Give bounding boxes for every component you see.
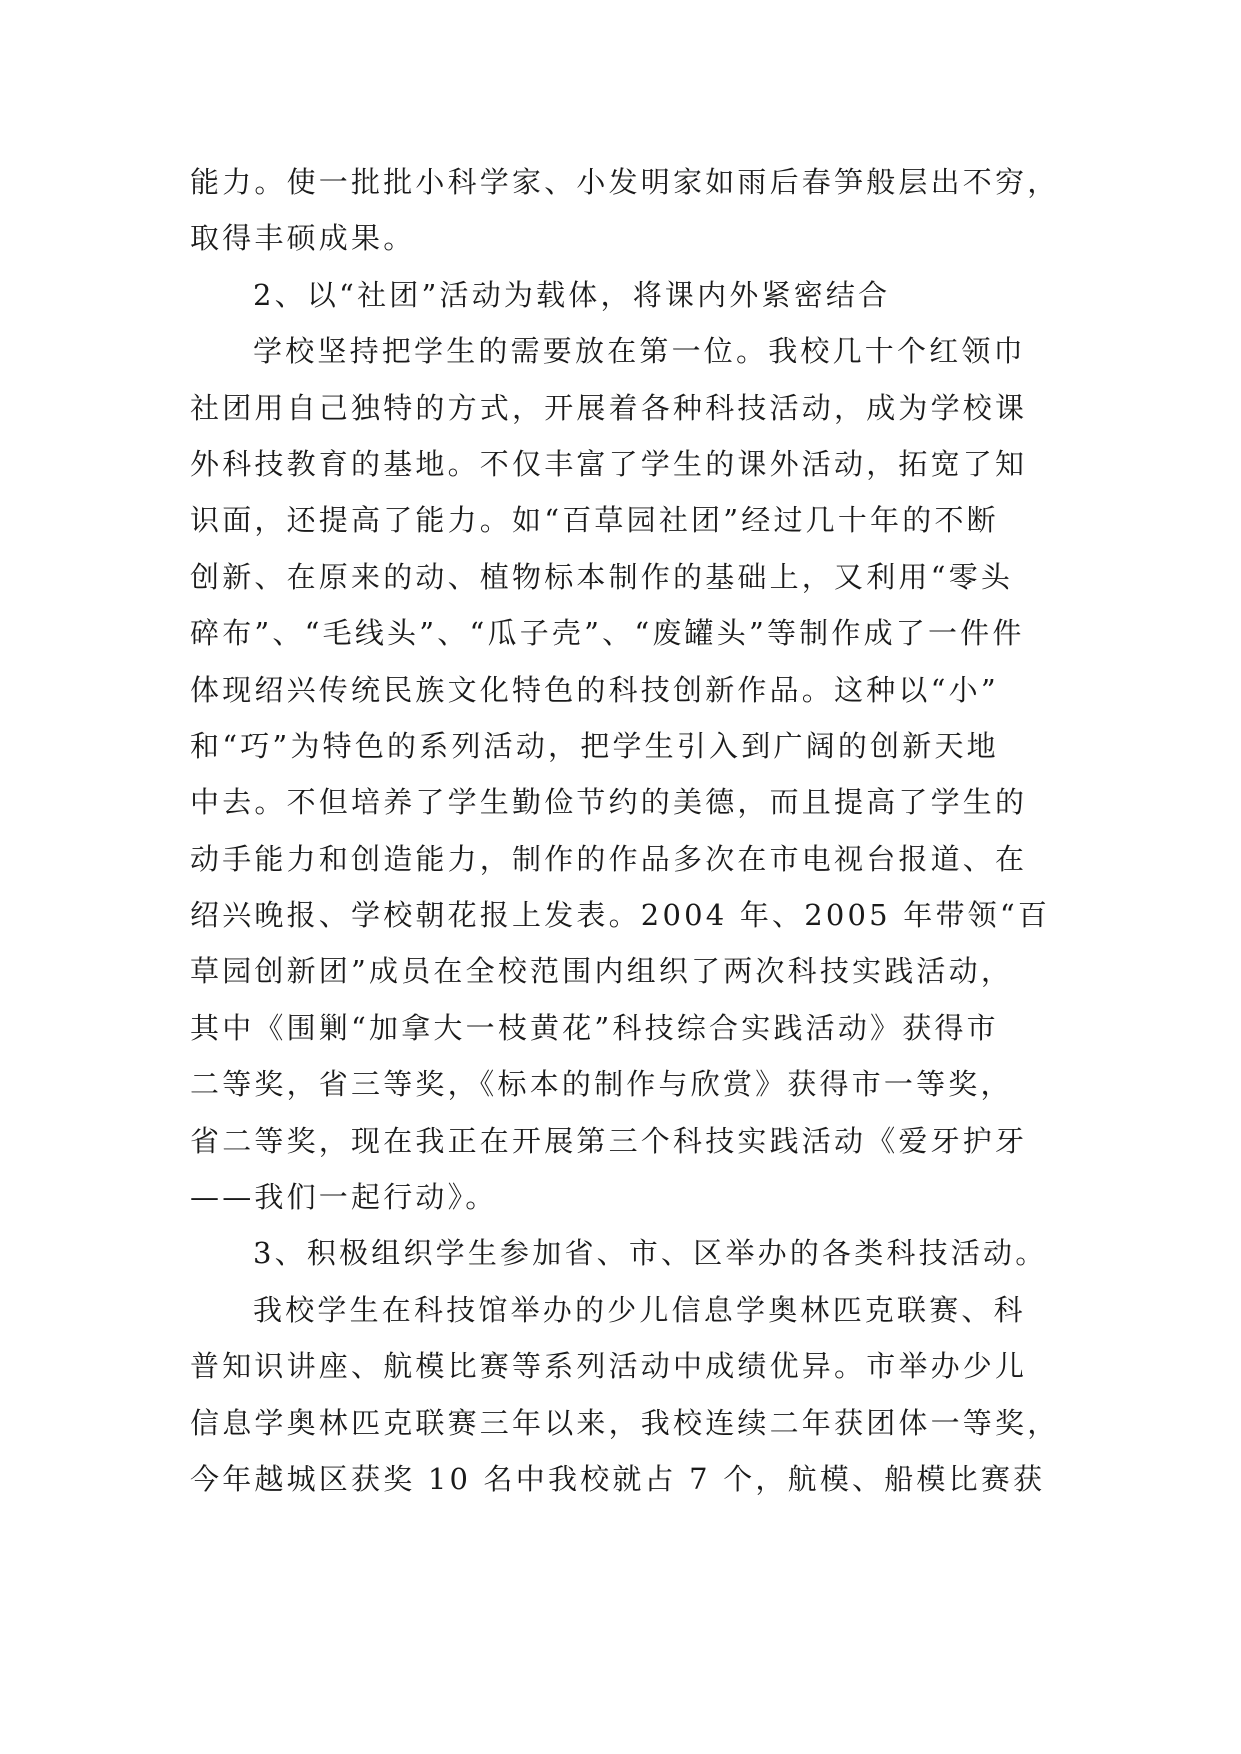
text-line: 中去。不但培养了学生勤俭节约的美德，而且提高了学生的 (190, 785, 1028, 820)
text-line: 社团用自己独特的方式，开展着各种科技活动，成为学校课 (190, 390, 1028, 425)
text-line: 3、积极组织学生参加省、市、区举办的各类科技活动。 (253, 1236, 1048, 1271)
text-line: 碎布”、“毛线头”、“瓜子壳”、“废罐头”等制作成了一件件 (190, 616, 1025, 651)
text-line: 今年越城区获奖 10 名中我校就占 7 个，航模、船模比赛获 (190, 1461, 1046, 1496)
text-line: 2、以“社团”活动为载体，将课内外紧密结合 (253, 277, 891, 312)
text-line: 草园创新团”成员在全校范围内组织了两次科技实践活动， (190, 954, 1014, 989)
text-line: ——我们一起行动》。 (190, 1180, 498, 1215)
text-line: 其中《围剿“加拿大一枝黄花”科技综合实践活动》获得市 (190, 1010, 999, 1045)
text-line: 取得丰硕成果。 (190, 221, 416, 256)
text-line: 能力。使一批批小科学家、小发明家如雨后春笋般层出不穷， (190, 165, 1060, 199)
text-line: 二等奖，省三等奖，《标本的制作与欣赏》获得市一等奖， (190, 1067, 1013, 1102)
text-line: 普知识讲座、航模比赛等系列活动中成绩优异。市举办少儿 (190, 1349, 1028, 1384)
text-line: 动手能力和创造能力，制作的作品多次在市电视台报道、在 (190, 841, 1028, 876)
text-line: 外科技教育的基地。不仅丰富了学生的课外活动，拓宽了知 (190, 446, 1028, 481)
text-line: 我校学生在科技馆举办的少儿信息学奥林匹克联赛、科 (253, 1292, 1026, 1327)
document-body (190, 154, 1060, 1507)
text-line: 创新、在原来的动、植物标本制作的基础上，又利用“零头 (190, 559, 1014, 594)
text-line: 信息学奥林匹克联赛三年以来，我校连续二年获团体一等奖， (190, 1405, 1060, 1440)
text-line: 绍兴晚报、学校朝花报上发表。2004 年、2005 年带领“百 (190, 898, 1051, 933)
text-line: 识面，还提高了能力。如“百草园社团”经过几十年的不断 (190, 503, 999, 538)
text-line: 省二等奖，现在我正在开展第三个科技实践活动《爱牙护牙 (190, 1123, 1028, 1158)
text-line: 体现绍兴传统民族文化特色的科技创新作品。这种以“小” (190, 672, 999, 707)
text-line: 和“巧”为特色的系列活动，把学生引入到广阔的创新天地 (190, 728, 999, 763)
text-line: 学校坚持把学生的需要放在第一位。我校几十个红领巾 (253, 334, 1026, 369)
